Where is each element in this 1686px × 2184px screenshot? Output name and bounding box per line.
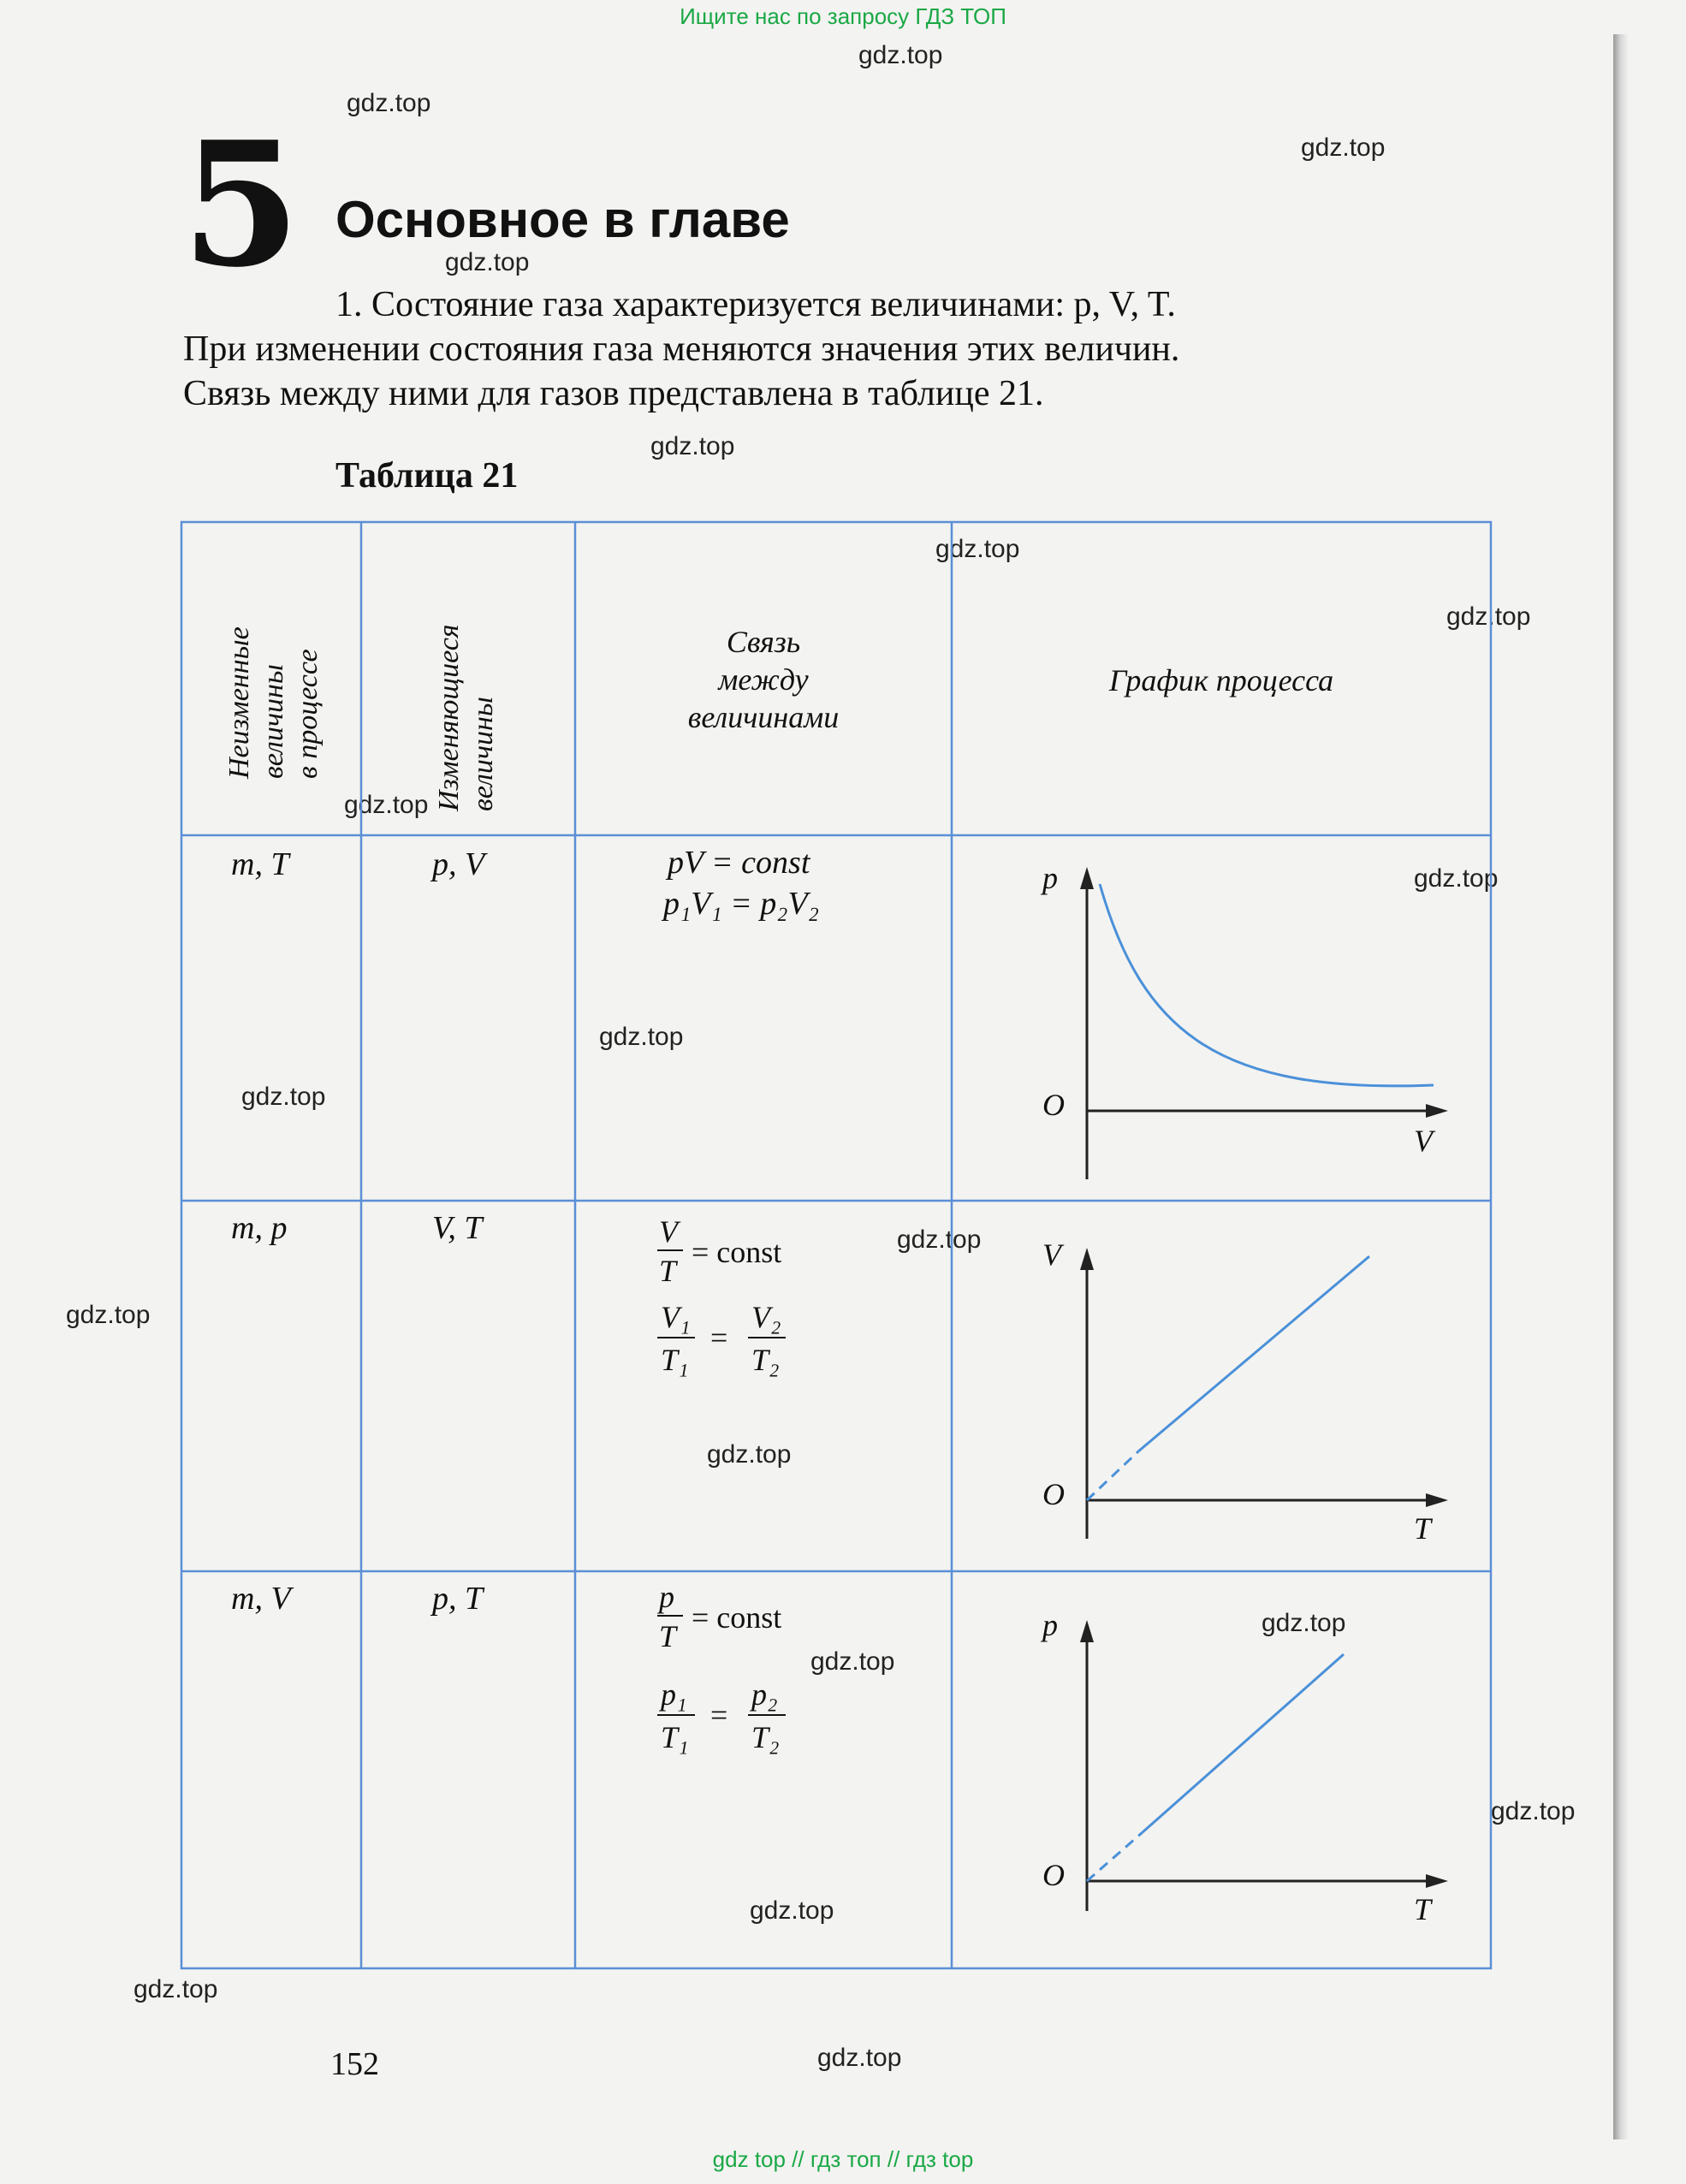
- svg-text:T: T: [659, 1254, 677, 1288]
- watermark: gdz.top: [445, 248, 530, 276]
- watermark: gdz.top: [1301, 134, 1386, 162]
- row2-isobar-line: [1138, 1256, 1369, 1451]
- row2-changing: V, T: [432, 1210, 483, 1246]
- watermark: gdz.top: [241, 1083, 326, 1111]
- row3-constant: m, V: [231, 1581, 291, 1617]
- row2-extrapolation-dashed: [1087, 1451, 1138, 1500]
- watermark: gdz.top: [134, 1975, 218, 2003]
- svg-text:V₂: V₂: [751, 1300, 781, 1334]
- svg-text:= const: = const: [692, 1600, 782, 1635]
- page-number: 152: [330, 2046, 379, 2082]
- svg-text:p₁: p₁: [661, 1677, 687, 1712]
- row3-x-label: T: [1414, 1892, 1432, 1926]
- row2-x-label: T: [1414, 1511, 1432, 1546]
- watermark: gdz.top: [810, 1647, 895, 1676]
- svg-text:T₂: T₂: [751, 1343, 780, 1377]
- row3-formulas: [642, 1566, 924, 1763]
- row3-changing: p, T: [432, 1581, 484, 1617]
- row1-graph: [1042, 850, 1455, 1192]
- row2-origin: O: [1042, 1477, 1065, 1511]
- svg-text:T₁: T₁: [661, 1720, 689, 1754]
- watermark: gdz.top: [650, 432, 735, 460]
- row2-y-label: V: [1042, 1237, 1061, 1272]
- header-constant: Неизменные величины в процессе: [223, 626, 324, 779]
- watermark: gdz.top: [344, 791, 429, 819]
- row3-origin: O: [1042, 1858, 1065, 1892]
- paragraph-line-1: 1. Состояние газа характеризуется величинами: p, V, T.: [335, 285, 1176, 324]
- row1-y-label: p: [1042, 861, 1058, 895]
- watermark: gdz.top: [66, 1301, 151, 1329]
- watermark: gdz.top: [858, 41, 943, 69]
- footer-links[interactable]: gdz top // гдз топ // гдз top: [712, 2146, 974, 2172]
- chapter-title: Основное в главе: [335, 191, 790, 248]
- row3-extrapolation-dashed: [1087, 1832, 1143, 1881]
- page-spine-shadow: [1613, 34, 1629, 2139]
- svg-text:V: V: [659, 1214, 678, 1249]
- row2-graph: [1042, 1237, 1455, 1564]
- watermark: gdz.top: [1491, 1797, 1576, 1825]
- svg-text:= const: = const: [692, 1235, 782, 1269]
- watermark: gdz.top: [750, 1896, 834, 1925]
- watermark: gdz.top: [347, 89, 431, 117]
- watermark: gdz.top: [897, 1226, 982, 1254]
- row1-isotherm-curve: [1100, 884, 1434, 1086]
- svg-text:T₂: T₂: [751, 1720, 780, 1754]
- chapter-number: 5: [181, 104, 298, 306]
- row1-origin: O: [1042, 1088, 1065, 1122]
- svg-text:p₂: p₂: [751, 1677, 778, 1712]
- watermark: gdz.top: [1446, 602, 1531, 631]
- row2-constant: m, p: [231, 1210, 288, 1246]
- watermark: gdz.top: [599, 1023, 684, 1051]
- watermark: gdz.top: [1414, 864, 1499, 893]
- svg-text:V₁: V₁: [661, 1300, 691, 1334]
- row2-formulas: [642, 1201, 924, 1389]
- watermark: gdz.top: [707, 1440, 792, 1469]
- svg-text:=: =: [710, 1698, 728, 1732]
- row1-x-label: V: [1414, 1124, 1433, 1158]
- top-banner[interactable]: Ищите нас по запросу ГДЗ ТОП: [680, 3, 1006, 29]
- row1-constant: m, T: [231, 846, 289, 882]
- table-caption: Таблица 21: [335, 456, 519, 496]
- svg-text:T: T: [659, 1619, 677, 1653]
- header-graph: График процесса: [1108, 663, 1334, 697]
- row1-formula-1: pV = const: [668, 845, 810, 881]
- row3-y-label: p: [1042, 1608, 1058, 1642]
- watermark: gdz.top: [817, 2044, 902, 2072]
- header-changing: Изменяющиеся величины: [433, 624, 499, 811]
- watermark: gdz.top: [935, 535, 1020, 563]
- paragraph-line-2: При изменении состояния газа меняются значения этих величин.: [183, 329, 1180, 369]
- paragraph-line-3: Связь между ними для газов представлена в таблице 21.: [183, 374, 1044, 413]
- row1-formula-2: p₁V₁ = p₂V₂: [663, 886, 819, 922]
- row1-changing: p, V: [432, 846, 485, 882]
- svg-text:p: p: [659, 1580, 674, 1614]
- svg-text:T₁: T₁: [661, 1343, 689, 1377]
- row3-graph: [1042, 1608, 1455, 1954]
- header-relation: Связь между величинами: [687, 625, 840, 734]
- row3-isochore-line: [1143, 1654, 1344, 1832]
- svg-text:=: =: [710, 1320, 728, 1355]
- watermark: gdz.top: [1262, 1609, 1346, 1637]
